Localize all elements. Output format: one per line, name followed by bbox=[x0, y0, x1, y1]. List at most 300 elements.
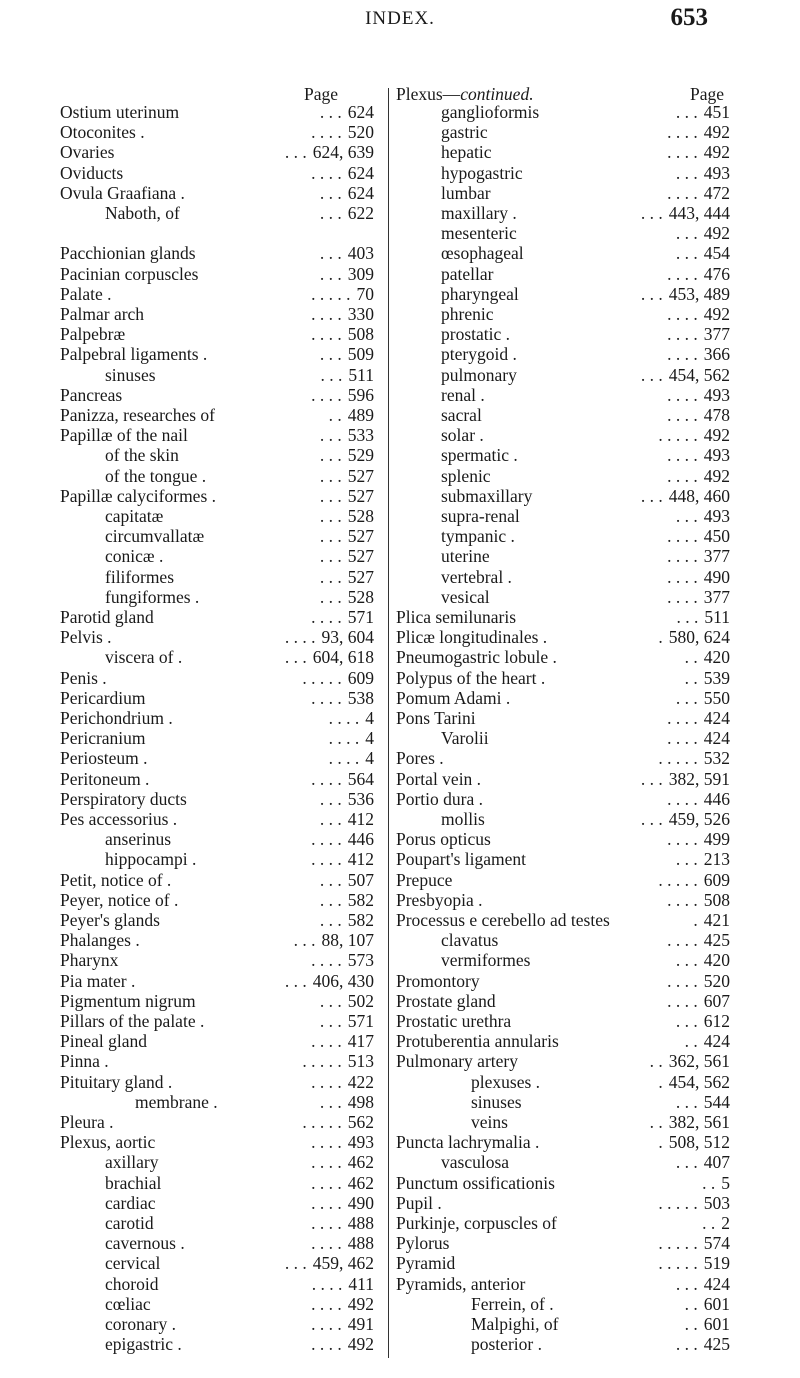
index-entry bbox=[60, 586, 374, 607]
entry-term: Palmar arch bbox=[60, 304, 145, 324]
leader-dots: . bbox=[658, 1132, 663, 1153]
leader-dots: . . . . bbox=[667, 405, 698, 425]
entry-pages: 544 bbox=[703, 1091, 730, 1112]
entry-pages: 507 bbox=[347, 869, 374, 890]
leader-dots: . . . . bbox=[311, 1132, 342, 1153]
index-entry bbox=[60, 1114, 374, 1131]
leader-dots: . . . bbox=[319, 102, 342, 122]
index-entry bbox=[396, 768, 730, 789]
entry-pages: 362, 561 bbox=[668, 1051, 730, 1072]
index-entry bbox=[396, 1215, 730, 1232]
entry-pages: 420 bbox=[703, 647, 730, 668]
entry-pages: 422 bbox=[347, 1071, 374, 1092]
leader-dots: . . . bbox=[319, 990, 342, 1011]
entry-term: Pomum Adami . bbox=[396, 687, 511, 708]
index-entry bbox=[60, 548, 374, 565]
leader-dots: . . . bbox=[675, 950, 698, 971]
leader-dots: . . . . bbox=[667, 546, 698, 567]
entry-term: Pyramid bbox=[396, 1253, 456, 1274]
leader-dots: . bbox=[658, 1071, 663, 1092]
leader-dots: . . . bbox=[675, 1334, 698, 1355]
leader-dots: . . . . bbox=[667, 930, 698, 951]
leader-dots: . . . . . bbox=[658, 748, 698, 769]
index-entry bbox=[396, 851, 730, 868]
entry-term: Pes accessorius . bbox=[60, 809, 178, 829]
index-entry bbox=[60, 932, 374, 949]
entry-pages: 4 bbox=[365, 748, 374, 769]
index-entry bbox=[396, 1154, 730, 1171]
leader-dots: . . . . bbox=[667, 263, 698, 284]
leader-dots: . . . bbox=[319, 485, 342, 506]
entry-term: choroid bbox=[105, 1273, 159, 1294]
entry-pages: 511 bbox=[704, 607, 730, 627]
entry-pages: 492 bbox=[703, 465, 730, 486]
entry-pages: 596 bbox=[347, 384, 374, 405]
leader-dots: . . . bbox=[319, 425, 342, 446]
index-entry bbox=[396, 1134, 730, 1151]
entry-pages: 425 bbox=[703, 930, 730, 951]
entry-pages: 493 bbox=[347, 1132, 374, 1153]
index-entry bbox=[396, 788, 730, 809]
entry-term: Palate . bbox=[60, 283, 112, 304]
entry-term: solar . bbox=[441, 425, 484, 446]
leader-dots: . . . . bbox=[667, 990, 698, 1011]
leader-dots: . . bbox=[328, 405, 342, 425]
index-entry bbox=[60, 609, 374, 626]
entry-term: vertebral . bbox=[441, 566, 512, 587]
entry-pages: 446 bbox=[347, 829, 374, 850]
entry-term: Pancreas bbox=[60, 384, 123, 405]
leader-dots: . . . . . bbox=[658, 1253, 698, 1274]
entry-term: hepatic bbox=[441, 142, 492, 163]
entry-term: Peyer, notice of . bbox=[60, 889, 179, 910]
entry-pages: 492 bbox=[703, 223, 730, 244]
entry-pages: 527 bbox=[347, 566, 374, 587]
entry-term: maxillary . bbox=[441, 203, 517, 223]
entry-pages: 403 bbox=[347, 243, 374, 264]
entry-term: Plicæ longitudinales . bbox=[396, 627, 548, 648]
entry-term: Malpighi, of bbox=[471, 1314, 559, 1334]
index-entry bbox=[60, 528, 374, 545]
entry-term: vasculosa bbox=[441, 1152, 510, 1173]
index-entry bbox=[60, 306, 374, 323]
leader-dots: . . . . bbox=[328, 728, 360, 749]
entry-pages: 513 bbox=[347, 1051, 374, 1072]
index-entry bbox=[60, 263, 374, 284]
entry-pages: 446 bbox=[703, 788, 730, 809]
leader-dots: . . . bbox=[319, 465, 342, 486]
leader-dots: . . . . bbox=[311, 950, 342, 971]
entry-pages: 493 bbox=[703, 506, 730, 526]
entry-pages: 488 bbox=[347, 1213, 374, 1233]
leader-dots: . . . bbox=[640, 485, 663, 506]
entry-term: Ovaries bbox=[60, 142, 115, 163]
entry-pages: 88, 107 bbox=[321, 930, 374, 951]
index-entry bbox=[396, 346, 730, 363]
entry-term: splenic bbox=[441, 465, 491, 486]
entry-term: Portio dura . bbox=[396, 788, 484, 809]
entry-pages: 472 bbox=[703, 182, 730, 203]
leader-dots: . . . bbox=[319, 1091, 342, 1112]
leader-dots: . . . bbox=[319, 809, 342, 829]
index-entry bbox=[60, 687, 374, 708]
index-entry bbox=[60, 952, 374, 969]
leader-dots: . . . . bbox=[311, 384, 342, 405]
entry-term: Pinna . bbox=[60, 1051, 109, 1072]
entry-pages: 70 bbox=[356, 283, 374, 304]
index-entry bbox=[60, 205, 374, 222]
entry-term: Processus e cerebello ad testes bbox=[396, 910, 610, 930]
index-entry bbox=[60, 162, 374, 183]
entry-term: Perspiratory ducts bbox=[60, 788, 187, 809]
entry-term: Peritoneum . bbox=[60, 768, 150, 789]
entry-pages: 417 bbox=[347, 1031, 374, 1052]
continued-heading bbox=[396, 86, 534, 103]
entry-term: clavatus bbox=[441, 930, 499, 951]
entry-term: Pacchionian glands bbox=[60, 243, 196, 264]
index-entry bbox=[60, 629, 374, 646]
leader-dots: . . . . . bbox=[311, 283, 351, 304]
index-entry bbox=[396, 144, 730, 161]
entry-term: Protuberentia annularis bbox=[396, 1031, 559, 1052]
entry-pages: 377 bbox=[703, 324, 730, 345]
index-entry bbox=[396, 1192, 730, 1213]
entry-pages: 562 bbox=[347, 1112, 374, 1132]
entry-pages: 492 bbox=[347, 1334, 374, 1355]
leader-dots: . . . bbox=[319, 869, 342, 890]
index-entry bbox=[60, 427, 374, 444]
leader-dots: . . bbox=[684, 647, 698, 668]
index-entry bbox=[60, 407, 374, 424]
index-entry bbox=[60, 485, 374, 506]
index-entry bbox=[396, 407, 730, 424]
entry-pages: 520 bbox=[703, 970, 730, 991]
index-entry bbox=[60, 326, 374, 343]
entry-term: Pineal gland bbox=[60, 1031, 147, 1052]
index-entry bbox=[396, 124, 730, 141]
entry-pages: 459, 462 bbox=[312, 1253, 374, 1274]
leader-dots: . . . bbox=[319, 445, 342, 466]
leader-dots: . . . . bbox=[328, 748, 360, 769]
index-entry bbox=[396, 205, 730, 222]
entry-term: hippocampi . bbox=[105, 849, 197, 870]
entry-pages: 424 bbox=[703, 708, 730, 728]
entry-term: Promontory bbox=[396, 970, 480, 991]
entry-pages: 601 bbox=[703, 1314, 730, 1334]
entry-pages: 502 bbox=[347, 990, 374, 1011]
index-entry bbox=[396, 932, 730, 949]
entry-term: mesenteric bbox=[441, 223, 517, 244]
entry-term: supra-renal bbox=[441, 506, 520, 526]
index-entry bbox=[60, 1293, 374, 1314]
index-entry bbox=[396, 869, 730, 890]
index-entry bbox=[60, 1273, 374, 1294]
entry-pages: 421 bbox=[703, 910, 730, 930]
entry-pages: 411 bbox=[348, 1273, 374, 1294]
page-number: 653 bbox=[670, 4, 708, 31]
index-entry bbox=[396, 1273, 730, 1294]
entry-pages: 520 bbox=[347, 122, 374, 143]
entry-pages: 454, 562 bbox=[668, 364, 730, 385]
entry-pages: 508, 512 bbox=[668, 1132, 730, 1153]
leader-dots: . . bbox=[684, 1293, 698, 1314]
entry-pages: 612 bbox=[703, 1011, 730, 1031]
entry-term: Periosteum . bbox=[60, 748, 148, 769]
entry-pages: 382, 561 bbox=[668, 1112, 730, 1132]
entry-pages: 2 bbox=[721, 1213, 730, 1233]
entry-pages: 4 bbox=[365, 708, 374, 728]
index-entry bbox=[396, 465, 730, 486]
index-entry bbox=[60, 566, 374, 587]
entry-term: Pylorus bbox=[396, 1233, 450, 1254]
entry-term: Parotid gland bbox=[60, 607, 154, 627]
index-entry bbox=[396, 912, 730, 929]
entry-term: membrane . bbox=[135, 1091, 218, 1112]
leader-dots: . . . . bbox=[311, 162, 342, 183]
entry-pages: 425 bbox=[703, 1334, 730, 1355]
entry-term: circumvallatæ bbox=[105, 526, 205, 547]
entry-pages: 488 bbox=[347, 1233, 374, 1254]
index-entry bbox=[396, 162, 730, 183]
entry-term: Pericranium bbox=[60, 728, 146, 749]
index-entry bbox=[60, 1071, 374, 1092]
leader-dots: . . . bbox=[319, 586, 342, 607]
index-entry bbox=[396, 263, 730, 284]
entry-term: sinuses bbox=[105, 364, 156, 385]
entry-pages: 382, 591 bbox=[668, 768, 730, 789]
entry-pages: 527 bbox=[347, 526, 374, 547]
continued-label: Plexus— bbox=[396, 84, 461, 104]
entry-pages: 93, 604 bbox=[321, 627, 374, 648]
entry-pages: 550 bbox=[703, 687, 730, 708]
entry-term: Porus opticus bbox=[396, 829, 491, 850]
leader-dots: . . . bbox=[675, 687, 698, 708]
index-entry bbox=[396, 667, 730, 688]
leader-dots: . . . . bbox=[667, 728, 698, 749]
index-entry bbox=[60, 667, 374, 688]
leader-dots: . bbox=[658, 627, 663, 648]
index-entry bbox=[60, 1215, 374, 1232]
index-entry bbox=[396, 306, 730, 323]
index-entry bbox=[396, 730, 730, 747]
entry-pages: 377 bbox=[703, 586, 730, 607]
entry-term: gastric bbox=[441, 122, 488, 143]
entry-term: Peyer's glands bbox=[60, 910, 160, 930]
entry-term: tympanic . bbox=[441, 526, 515, 547]
entry-term: filiformes bbox=[105, 566, 175, 587]
entry-pages: 527 bbox=[347, 546, 374, 567]
entry-term: Pelvis . bbox=[60, 627, 112, 648]
index-entry bbox=[60, 1134, 374, 1151]
entry-pages: 536 bbox=[347, 788, 374, 809]
entry-term: Plexus, aortic bbox=[60, 1132, 156, 1153]
entry-pages: 527 bbox=[347, 465, 374, 486]
entry-term: Pons Tarini bbox=[396, 708, 476, 728]
leader-dots: . . . . bbox=[311, 1071, 342, 1092]
entry-pages: 604, 618 bbox=[312, 647, 374, 668]
index-entry bbox=[60, 1053, 374, 1070]
entry-pages: 412 bbox=[347, 809, 374, 829]
leader-dots: . . . . bbox=[667, 122, 698, 143]
entry-pages: 527 bbox=[347, 485, 374, 506]
entry-pages: 492 bbox=[703, 304, 730, 324]
entry-pages: 492 bbox=[703, 122, 730, 143]
entry-term: Portal vein . bbox=[396, 768, 482, 789]
index-entry bbox=[396, 1013, 730, 1030]
page-column-label: Page bbox=[303, 84, 338, 104]
leader-dots: . . . . bbox=[311, 304, 342, 324]
entry-term: Petit, notice of . bbox=[60, 869, 172, 890]
entry-term: vesical bbox=[441, 586, 490, 607]
entry-term: plexuses . bbox=[471, 1071, 541, 1092]
entry-pages: 330 bbox=[347, 304, 374, 324]
leader-dots: . . . bbox=[319, 344, 342, 365]
index-entry bbox=[396, 485, 730, 506]
leader-dots: . . . bbox=[640, 809, 663, 829]
index-entry bbox=[396, 508, 730, 525]
entry-pages: 601 bbox=[703, 1293, 730, 1314]
leader-dots: . . . bbox=[676, 607, 699, 627]
entry-pages: 4 bbox=[365, 728, 374, 749]
entry-pages: 406, 430 bbox=[312, 970, 374, 991]
leader-dots: . . . bbox=[293, 930, 316, 951]
entry-pages: 538 bbox=[347, 687, 374, 708]
entry-term: Plica semilunaris bbox=[396, 607, 517, 627]
entry-pages: 624 bbox=[347, 102, 374, 122]
index-entry bbox=[396, 447, 730, 464]
index-entry bbox=[60, 1172, 374, 1193]
leader-dots: . . . . bbox=[667, 829, 698, 850]
entry-term: Pores . bbox=[396, 748, 444, 769]
entry-term: hypogastric bbox=[441, 162, 523, 183]
entry-pages: 624 bbox=[347, 182, 374, 203]
leader-dots: . . . bbox=[319, 546, 342, 567]
running-title: INDEX. bbox=[365, 8, 435, 29]
leader-dots: . . . bbox=[319, 182, 342, 203]
entry-pages: 624, 639 bbox=[312, 142, 374, 163]
leader-dots: . . . . bbox=[311, 122, 342, 143]
index-entry bbox=[396, 104, 730, 121]
entry-term: Punctum ossificationis bbox=[396, 1172, 555, 1193]
entry-term: Prepuce bbox=[396, 869, 453, 890]
entry-term: brachial bbox=[105, 1172, 162, 1193]
entry-term: Pupil . bbox=[396, 1192, 442, 1213]
index-entry bbox=[60, 710, 374, 727]
entry-pages: 492 bbox=[347, 1293, 374, 1314]
entry-pages: 424 bbox=[703, 728, 730, 749]
entry-term: uterine bbox=[441, 546, 490, 567]
entry-pages: 377 bbox=[703, 546, 730, 567]
leader-dots: . . . . bbox=[667, 708, 698, 728]
leader-dots: . . . . bbox=[311, 1172, 342, 1193]
leader-dots: . . . . bbox=[667, 788, 698, 809]
entry-pages: 454 bbox=[703, 243, 730, 264]
entry-term: phrenic bbox=[441, 304, 494, 324]
leader-dots: . . . bbox=[675, 223, 698, 244]
entry-pages: 571 bbox=[347, 607, 374, 627]
leader-dots: . . . bbox=[284, 970, 307, 991]
entry-pages: 532 bbox=[703, 748, 730, 769]
entry-pages: 448, 460 bbox=[668, 485, 730, 506]
index-entry bbox=[396, 1336, 730, 1353]
entry-pages: 624 bbox=[347, 162, 374, 183]
leader-dots: . . bbox=[649, 1051, 663, 1072]
index-entry bbox=[396, 687, 730, 708]
index-entry bbox=[60, 144, 374, 161]
entry-pages: 493 bbox=[703, 162, 730, 183]
entry-term: lumbar bbox=[441, 182, 491, 203]
entry-pages: 582 bbox=[347, 910, 374, 930]
index-entry bbox=[60, 384, 374, 405]
leader-dots: . . bbox=[684, 1031, 698, 1052]
index-entry bbox=[396, 629, 730, 646]
entry-term: sacral bbox=[441, 405, 482, 425]
index-entry bbox=[396, 283, 730, 304]
leader-dots: . . . . bbox=[667, 142, 698, 163]
entry-term: posterior . bbox=[471, 1334, 542, 1355]
index-entry bbox=[396, 990, 730, 1011]
leader-dots: . . . . . bbox=[658, 869, 698, 890]
index-entry bbox=[60, 730, 374, 747]
entry-term: sinuses bbox=[471, 1091, 522, 1112]
entry-term: vermiformes bbox=[441, 950, 531, 971]
entry-term: Ostium uterinum bbox=[60, 102, 180, 122]
entry-pages: 493 bbox=[703, 384, 730, 405]
index-entry bbox=[396, 1235, 730, 1252]
entry-pages: 462 bbox=[347, 1152, 374, 1173]
index-entry bbox=[60, 104, 374, 121]
index-entry bbox=[396, 1293, 730, 1314]
entry-term: Prostate gland bbox=[396, 990, 496, 1011]
entry-term: Panizza, researches of bbox=[60, 405, 215, 425]
index-entry bbox=[60, 283, 374, 304]
index-entry bbox=[396, 427, 730, 444]
entry-pages: 491 bbox=[347, 1314, 374, 1334]
entry-pages: 539 bbox=[703, 667, 730, 688]
entry-term: anserinus bbox=[105, 829, 172, 850]
leader-dots: . . . . bbox=[311, 1152, 342, 1173]
entry-pages: 533 bbox=[347, 425, 374, 446]
leader-dots: . . . bbox=[284, 142, 307, 163]
entry-pages: 622 bbox=[347, 203, 374, 223]
entry-term: of the skin bbox=[105, 445, 179, 466]
entry-term: prostatic . bbox=[441, 324, 511, 345]
entry-pages: 424 bbox=[703, 1273, 730, 1294]
index-entry bbox=[396, 384, 730, 405]
entry-term: œsophageal bbox=[441, 243, 524, 264]
entry-pages: 503 bbox=[703, 1192, 730, 1213]
entry-term: Pulmonary artery bbox=[396, 1051, 518, 1072]
entry-pages: 309 bbox=[347, 263, 374, 284]
entry-term: Poupart's ligament bbox=[396, 849, 527, 870]
entry-pages: 571 bbox=[347, 1011, 374, 1031]
index-entry bbox=[60, 750, 374, 767]
leader-dots: . . . . bbox=[667, 465, 698, 486]
entry-term: pulmonary bbox=[441, 364, 517, 385]
leader-dots: . . . bbox=[319, 506, 342, 526]
leader-dots: . . . . bbox=[311, 1273, 343, 1294]
leader-dots: . . . . bbox=[311, 768, 342, 789]
entry-pages: 366 bbox=[703, 344, 730, 365]
index-entry bbox=[60, 1033, 374, 1050]
leader-dots: . . . . bbox=[667, 182, 698, 203]
leader-dots: . . . bbox=[284, 1253, 307, 1274]
continued-italic: continued. bbox=[460, 84, 534, 104]
leader-dots: . . . . bbox=[311, 324, 342, 345]
leader-dots: . . . . bbox=[667, 586, 698, 607]
leader-dots: . . . . bbox=[328, 708, 360, 728]
index-entry bbox=[396, 245, 730, 262]
